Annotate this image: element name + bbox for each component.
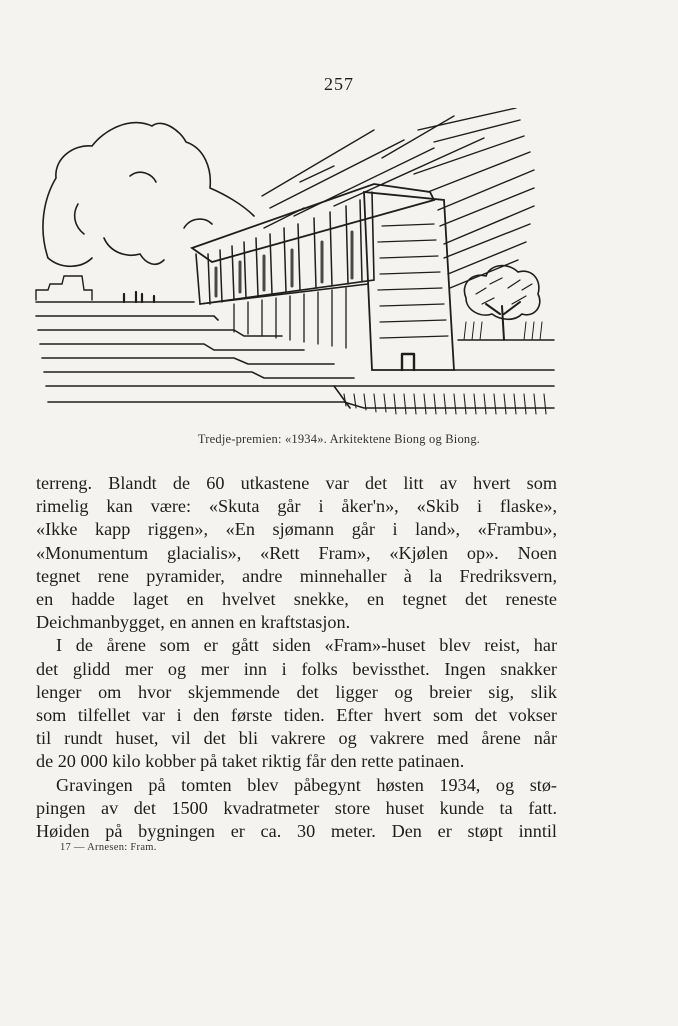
text-line: pingen av det 1500 kvadratmeter store huset kunde ta fatt. — [36, 797, 557, 818]
text-line: Høiden på bygningen er ca. 30 meter. Den er støpt inntil — [36, 821, 557, 842]
text-line: de 20 000 kilo kobber på taket riktig får den rette patinaen. — [36, 751, 465, 772]
text-line: Deichmanbygget, en annen en kraftstasjon. — [36, 612, 351, 633]
text-line: rimelig kan være: «Skuta går i åker'n», «Skib i flaske», — [36, 496, 557, 517]
text-line: Gravingen på tomten blev påbegynt høsten 1934, og stø- — [56, 774, 557, 795]
text-line: tegnet rene pyramider, andre minnehaller à la Fredriksvern, — [36, 565, 557, 586]
body-text — [36, 472, 557, 843]
text-line: som tilfellet var i den første tiden. Efter hvert som det vokser — [36, 705, 557, 726]
building-illustration — [34, 108, 560, 426]
page-number: 257 — [324, 74, 354, 94]
signature-mark: 17 — Arnesen: Fram. — [60, 842, 157, 853]
illustration-caption: Tredje-premien: «1934». Arkitektene Biong og Biong. — [197, 432, 481, 446]
text-line: «Ikke kapp riggen», «En sjømann går i land», «Frambu», — [36, 519, 557, 540]
text-line: terreng. Blandt de 60 utkastene var det litt av hvert som — [36, 473, 557, 493]
text-line: en hadde laget en hvelvet snekke, en tegnet det reneste — [36, 589, 557, 610]
text-line: lenger om hvor skjemmende det ligger og breier sig, slik — [36, 681, 557, 702]
text-line: til rundt huset, vil det bli vakrere og vakrere med årene når — [36, 728, 557, 749]
text-line: «Monumentum glacialis», «Rett Fram», «Kjølen op». Noen — [36, 542, 557, 563]
text-line: det glidd mer og mer inn i folks bevissthet. Ingen snakker — [36, 658, 557, 679]
text-line: I de årene som er gått siden «Fram»-huset blev reist, har — [56, 635, 557, 656]
